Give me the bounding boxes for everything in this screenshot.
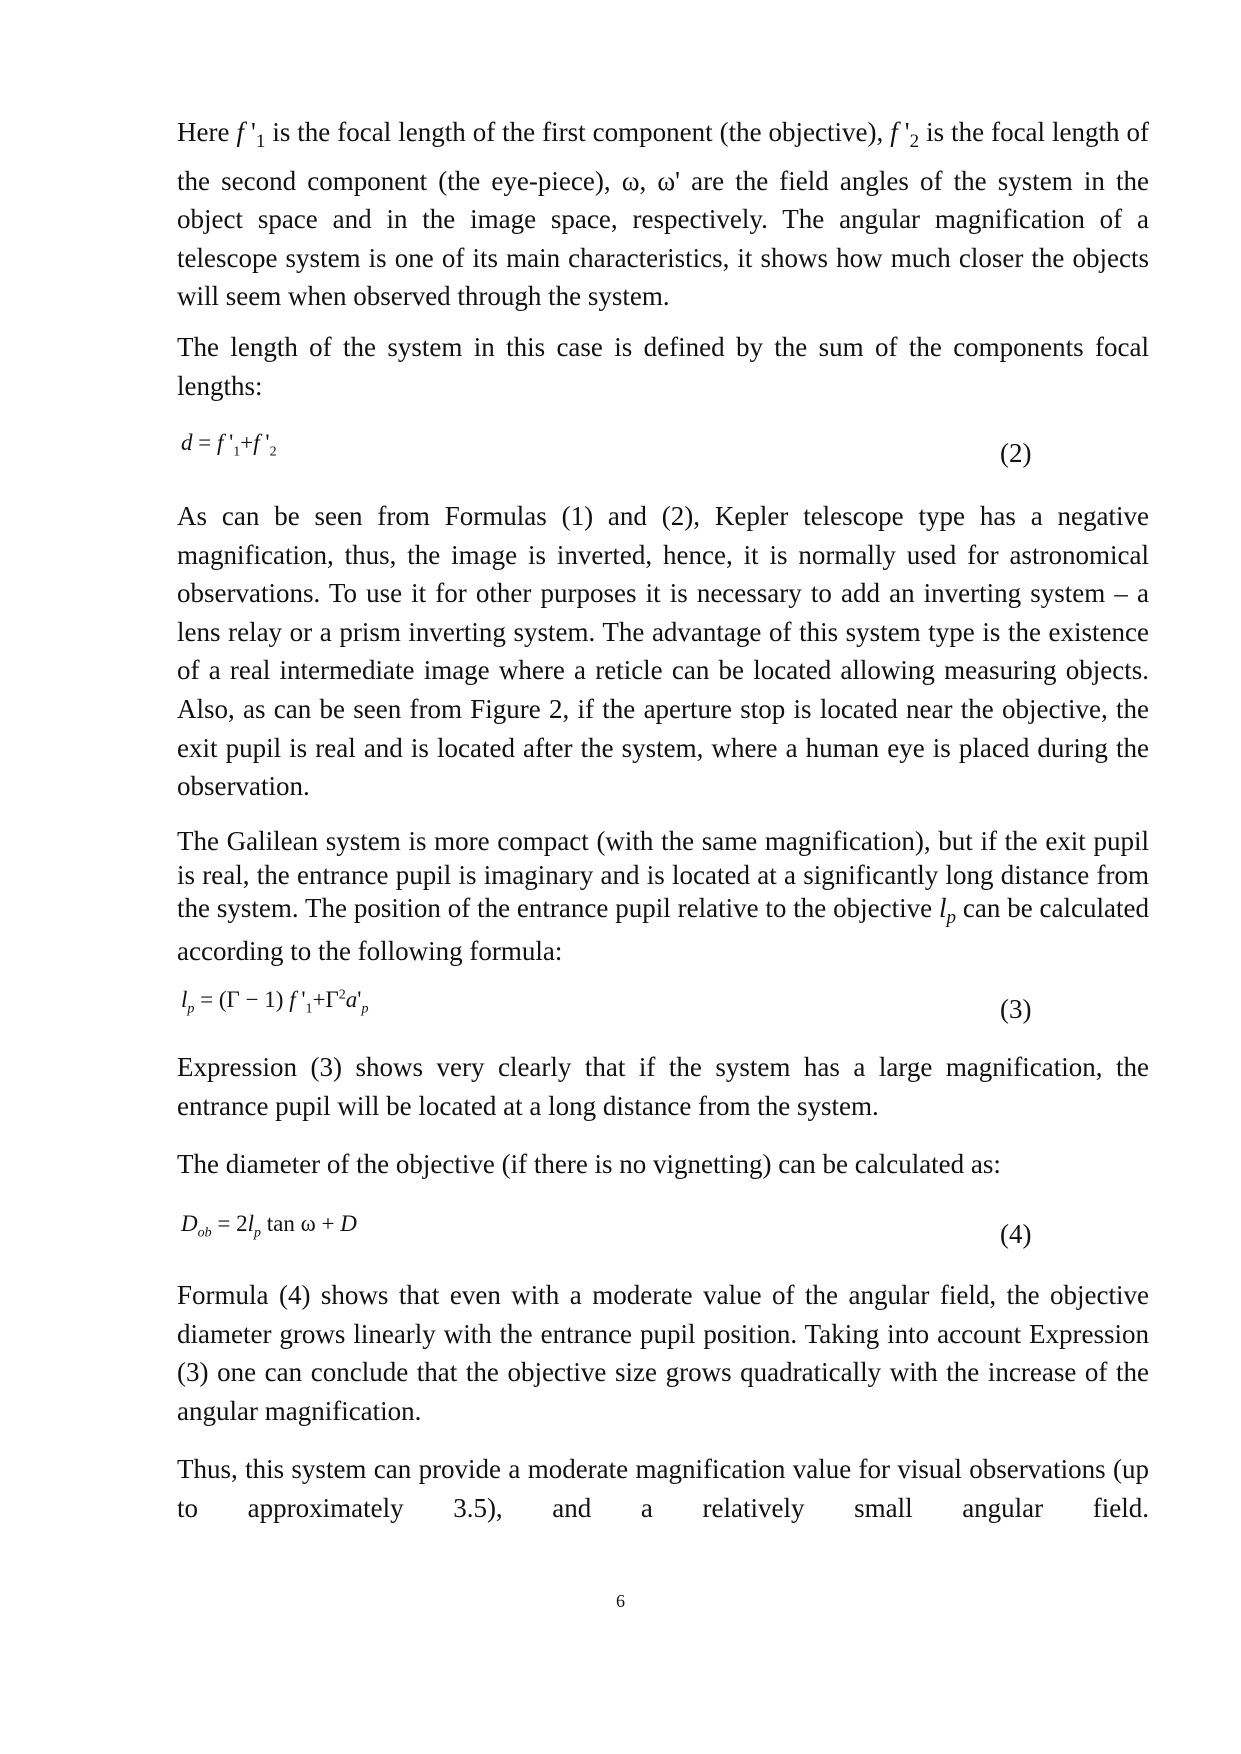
paragraph-galilean-system: The Galilean system is more compact (with the same magnification), but if the exit pupil is real, the entrance pupil is imaginary and is located at a significantly long distance from the system. The position of the entrance pupil relative to the objective $l_p$ can be calculated according to the following formula:: [177, 826, 1149, 966]
paragraph-system-length: The length of the system in this case is defined by the sum of the components focal lengths:: [177, 332, 1149, 401]
paragraph-focal-definitions: Here f '$_1$ is the focal length of the first component (the objective), f '$_2$ is the focal length of the second component (the eye-piece), ω, ω' are the field angles of the system in the object space and in the image space, respectively. The angular magnification of a telescope system is one of its main characteristics, it shows how much closer the objects will seem when observed through the system.: [177, 117, 1149, 312]
paragraph-formula-4-discussion: Formula (4) shows that even with a moderate value of the angular field, the objective diameter grows linearly with the entrance pupil position. Taking into account Expression (3) one can conclude that the objective size grows quadratically with the increase of the angular magnification.: [177, 1280, 1149, 1426]
equation-number-4: (4): [1000, 1219, 1032, 1249]
equation-number-3: (3): [1000, 994, 1032, 1024]
formula-4: $D_{ob} = 2l_p$ tan ω + D: [181, 1211, 357, 1241]
paragraph-kepler-telescope: As can be seen from Formulas (1) and (2), Kepler telescope type has a negative magnification, thus, the image is inverted, hence, it is normally used for astronomical observations. To use it for other purposes it is necessary to add an inverting system – a lens relay or a prism inverting system. The advantage of this system type is the existence of a real intermediate image where a reticle can be located allowing measuring objects. Also, as can be seen from Figure 2, if the aperture stop is located near the objective, the exit pupil is real and is located after the system, where a human eye is placed during the observation.: [177, 501, 1149, 802]
formula-2: d = f '$_1+f$ '$_2$: [181, 430, 277, 460]
equation-number-2: (2): [1000, 438, 1032, 468]
paragraph-conclusion: Thus, this system can provide a moderate magnification value for visual observations (up to approximately 3.5), and a relatively small angular field.: [177, 1454, 1149, 1523]
paragraph-objective-diameter: The diameter of the objective (if there is no vignetting) can be calculated as:: [177, 1149, 1001, 1179]
formula-3: $l_p = (\Gamma - 1)$ f '$_1+\Gamma^2a'_p$: [181, 987, 369, 1017]
paragraph-expression-3: Expression (3) shows very clearly that if the system has a large magnification, the entrance pupil will be located at a long distance from the system.: [177, 1052, 1149, 1121]
page-number: 6: [616, 1591, 625, 1611]
